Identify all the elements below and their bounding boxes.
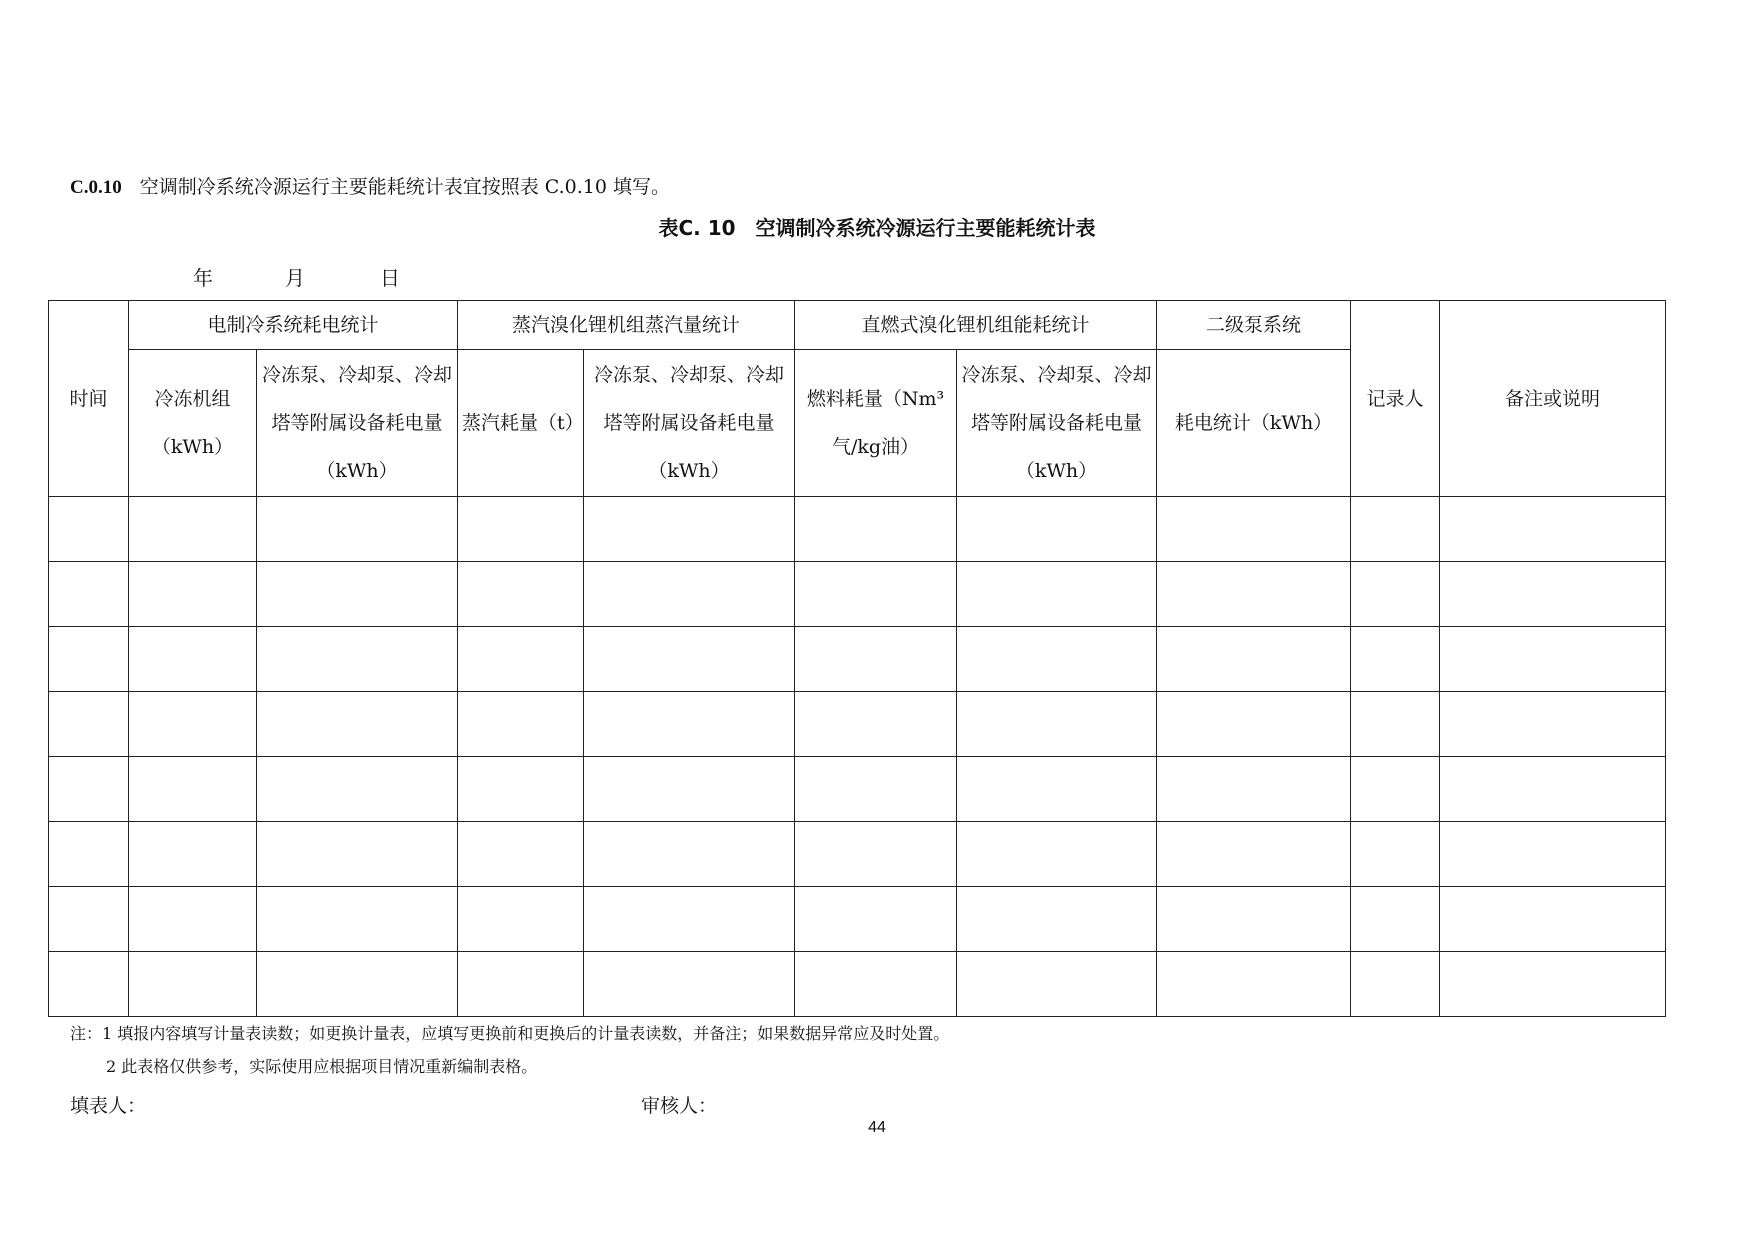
table-cell[interactable] (257, 952, 458, 1017)
table-row (49, 692, 1666, 757)
header-group-pump: 二级泵系统 (1157, 301, 1351, 350)
page-number: 44 (868, 1119, 886, 1136)
table-cell[interactable] (257, 692, 458, 757)
table-cell[interactable] (129, 627, 257, 692)
table-cell[interactable] (129, 497, 257, 562)
table-cell[interactable] (1157, 887, 1351, 952)
table-cell[interactable] (957, 822, 1157, 887)
reviewer-label: 审核人： (641, 1095, 718, 1117)
table-row (49, 757, 1666, 822)
table-row (49, 952, 1666, 1017)
table-cell[interactable] (584, 822, 795, 887)
table-cell[interactable] (957, 757, 1157, 822)
header-fuel-use: 燃料耗量（Nm³气/kg油） (795, 350, 957, 497)
table-cell[interactable] (49, 497, 129, 562)
table-cell[interactable] (1157, 692, 1351, 757)
header-group-electric: 电制冷系统耗电统计 (129, 301, 458, 350)
header-time: 时间 (49, 301, 129, 497)
date-day: 日 (380, 266, 400, 290)
table-cell[interactable] (795, 822, 957, 887)
table-cell[interactable] (458, 497, 584, 562)
header-chiller: 冷冻机组（kWh） (129, 350, 257, 497)
header-aux-steam: 冷冻泵、冷却泵、冷却塔等附属设备耗电量（kWh） (584, 350, 795, 497)
header-group-direct: 直燃式溴化锂机组能耗统计 (795, 301, 1157, 350)
table-cell[interactable] (584, 952, 795, 1017)
table-cell[interactable] (1157, 562, 1351, 627)
table-body (49, 497, 1666, 1017)
table-cell[interactable] (458, 692, 584, 757)
table-cell[interactable] (1157, 497, 1351, 562)
table-cell[interactable] (584, 562, 795, 627)
table-cell[interactable] (1351, 822, 1440, 887)
table-cell[interactable] (957, 952, 1157, 1017)
table-cell[interactable] (1351, 757, 1440, 822)
table-row (49, 497, 1666, 562)
table-cell[interactable] (1351, 627, 1440, 692)
energy-table (48, 300, 1666, 1017)
table-cell[interactable] (129, 952, 257, 1017)
table-cell[interactable] (795, 952, 957, 1017)
table-cell[interactable] (584, 627, 795, 692)
clause-number: C.0.10 (70, 177, 122, 198)
table-cell[interactable] (1351, 952, 1440, 1017)
table-cell[interactable] (795, 692, 957, 757)
table-cell[interactable] (129, 822, 257, 887)
date-month: 月 (285, 266, 305, 290)
table-cell[interactable] (1157, 952, 1351, 1017)
table-cell[interactable] (1351, 562, 1440, 627)
table-cell[interactable] (257, 627, 458, 692)
table-cell[interactable] (795, 757, 957, 822)
table-cell[interactable] (257, 497, 458, 562)
table-cell[interactable] (957, 887, 1157, 952)
table-cell[interactable] (957, 627, 1157, 692)
table-cell[interactable] (1440, 562, 1666, 627)
table-row (49, 887, 1666, 952)
table-cell[interactable] (584, 692, 795, 757)
table-cell[interactable] (257, 562, 458, 627)
table-cell[interactable] (1157, 757, 1351, 822)
table-cell[interactable] (584, 497, 795, 562)
header-aux-electric: 冷冻泵、冷却泵、冷却塔等附属设备耗电量（kWh） (257, 350, 458, 497)
table-cell[interactable] (458, 757, 584, 822)
table-cell[interactable] (49, 627, 129, 692)
table-cell[interactable] (1440, 952, 1666, 1017)
header-steam-use: 蒸汽耗量（t） (458, 350, 584, 497)
table-cell[interactable] (1440, 497, 1666, 562)
note-2: 2 此表格仅供参考，实际使用应根据项目情况重新编制表格。 (106, 1057, 538, 1076)
table-cell[interactable] (129, 887, 257, 952)
table-cell[interactable] (257, 887, 458, 952)
table-cell[interactable] (49, 562, 129, 627)
table-cell[interactable] (1351, 692, 1440, 757)
filler-label: 填表人： (70, 1095, 147, 1117)
table-row (49, 822, 1666, 887)
table-cell[interactable] (49, 952, 129, 1017)
table-cell[interactable] (957, 497, 1157, 562)
table-title: 表C. 10 空调制冷系统冷源运行主要能耗统计表 (658, 216, 1096, 240)
table-cell[interactable] (1157, 627, 1351, 692)
table-cell[interactable] (1440, 822, 1666, 887)
table-cell[interactable] (1440, 692, 1666, 757)
header-remark: 备注或说明 (1440, 301, 1666, 497)
table-cell[interactable] (584, 757, 795, 822)
table-row (49, 627, 1666, 692)
clause-body: 空调制冷系统冷源运行主要能耗统计表宜按照表 C.0.10 填写。 (139, 176, 671, 198)
table-cell[interactable] (795, 562, 957, 627)
table-cell[interactable] (795, 887, 957, 952)
table-cell[interactable] (458, 887, 584, 952)
header-recorder: 记录人 (1351, 301, 1440, 497)
table-cell[interactable] (129, 562, 257, 627)
table-row (49, 562, 1666, 627)
table-cell[interactable] (1351, 887, 1440, 952)
table-cell[interactable] (129, 692, 257, 757)
table-cell[interactable] (957, 692, 1157, 757)
table-cell[interactable] (257, 757, 458, 822)
table-cell[interactable] (1351, 497, 1440, 562)
table-cell[interactable] (584, 887, 795, 952)
table-cell[interactable] (458, 822, 584, 887)
table-cell[interactable] (1440, 627, 1666, 692)
table-cell[interactable] (49, 822, 129, 887)
header-group-steam: 蒸汽溴化锂机组蒸汽量统计 (458, 301, 795, 350)
table-cell[interactable] (1440, 757, 1666, 822)
table-cell[interactable] (1440, 887, 1666, 952)
header-aux-direct: 冷冻泵、冷却泵、冷却塔等附属设备耗电量（kWh） (957, 350, 1157, 497)
note-1: 注：1 填报内容填写计量表读数；如更换计量表，应填写更换前和更换后的计量表读数，并备注；如果数据异常应及时处置。 (70, 1024, 950, 1043)
table-cell[interactable] (458, 562, 584, 627)
table-cell[interactable] (257, 822, 458, 887)
clause-text (70, 172, 670, 199)
header-pump-electric: 耗电统计（kWh） (1157, 350, 1351, 497)
table-cell[interactable] (795, 627, 957, 692)
date-year: 年 (193, 266, 213, 290)
table-cell[interactable] (458, 627, 584, 692)
table-cell[interactable] (1157, 822, 1351, 887)
table-cell[interactable] (129, 757, 257, 822)
notes (70, 1017, 949, 1083)
table-cell[interactable] (458, 952, 584, 1017)
table-cell[interactable] (957, 562, 1157, 627)
table-cell[interactable] (49, 887, 129, 952)
table-cell[interactable] (795, 497, 957, 562)
table-cell[interactable] (49, 757, 129, 822)
table-cell[interactable] (49, 692, 129, 757)
